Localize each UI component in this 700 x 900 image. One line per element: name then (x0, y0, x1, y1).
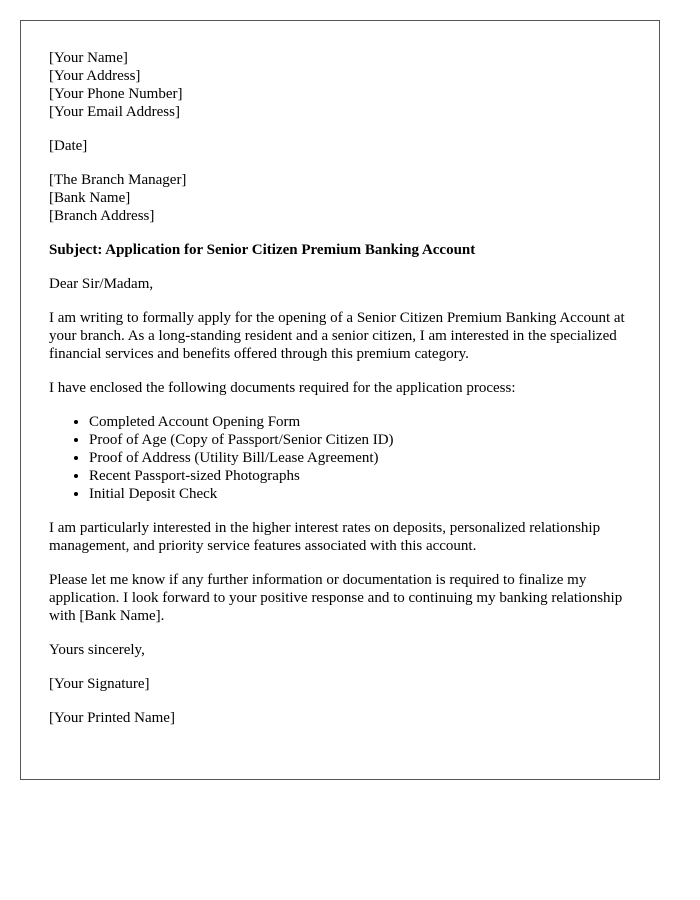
sender-block (49, 49, 639, 121)
letter-frame (20, 20, 660, 780)
paragraph-closing: Please let me know if any further information or documentation is required to finalize my application. I look forward to your positive response and to continuing my banking relationship with [Bank Name]. (49, 572, 623, 624)
sender-email: [Your Email Address] (49, 104, 180, 120)
valediction: Yours sincerely, (49, 642, 145, 658)
letter-date: [Date] (49, 138, 88, 154)
recipient-block (49, 171, 639, 225)
documents-list (49, 413, 639, 503)
sender-phone: [Your Phone Number] (49, 86, 183, 102)
list-item: • Proof of Address (Utility Bill/Lease Agreement) (89, 449, 639, 467)
sender-address: [Your Address] (49, 68, 141, 84)
paragraph-intro: I am writing to formally apply for the opening of a Senior Citizen Premium Banking Account at your branch. As a long-standing resident and a senior citizen, I am interested in the specialized financial services and benefits offered through this premium category. (49, 310, 625, 362)
printed-name: [Your Printed Name] (49, 710, 175, 726)
subject-line: Subject: Application for Senior Citizen Premium Banking Account (49, 242, 476, 258)
list-item: • Recent Passport-sized Photographs (89, 467, 639, 485)
sender-name: [Your Name] (49, 50, 128, 66)
letter-body (49, 49, 639, 743)
signature: [Your Signature] (49, 676, 150, 692)
paragraph-documents: I have enclosed the following documents required for the application process: (49, 380, 516, 396)
recipient-address: [Branch Address] (49, 208, 155, 224)
recipient-bank: [Bank Name] (49, 190, 131, 206)
paragraph-interest: I am particularly interested in the higher interest rates on deposits, personalized relationship management, and priority service features associated with this account. (49, 520, 601, 554)
salutation: Dear Sir/Madam, (49, 276, 154, 292)
list-item: • Completed Account Opening Form (89, 413, 639, 431)
list-item: • Initial Deposit Check (89, 485, 639, 503)
recipient-title: [The Branch Manager] (49, 172, 187, 188)
date-block (49, 137, 639, 155)
list-item: • Proof of Age (Copy of Passport/Senior Citizen ID) (89, 431, 639, 449)
